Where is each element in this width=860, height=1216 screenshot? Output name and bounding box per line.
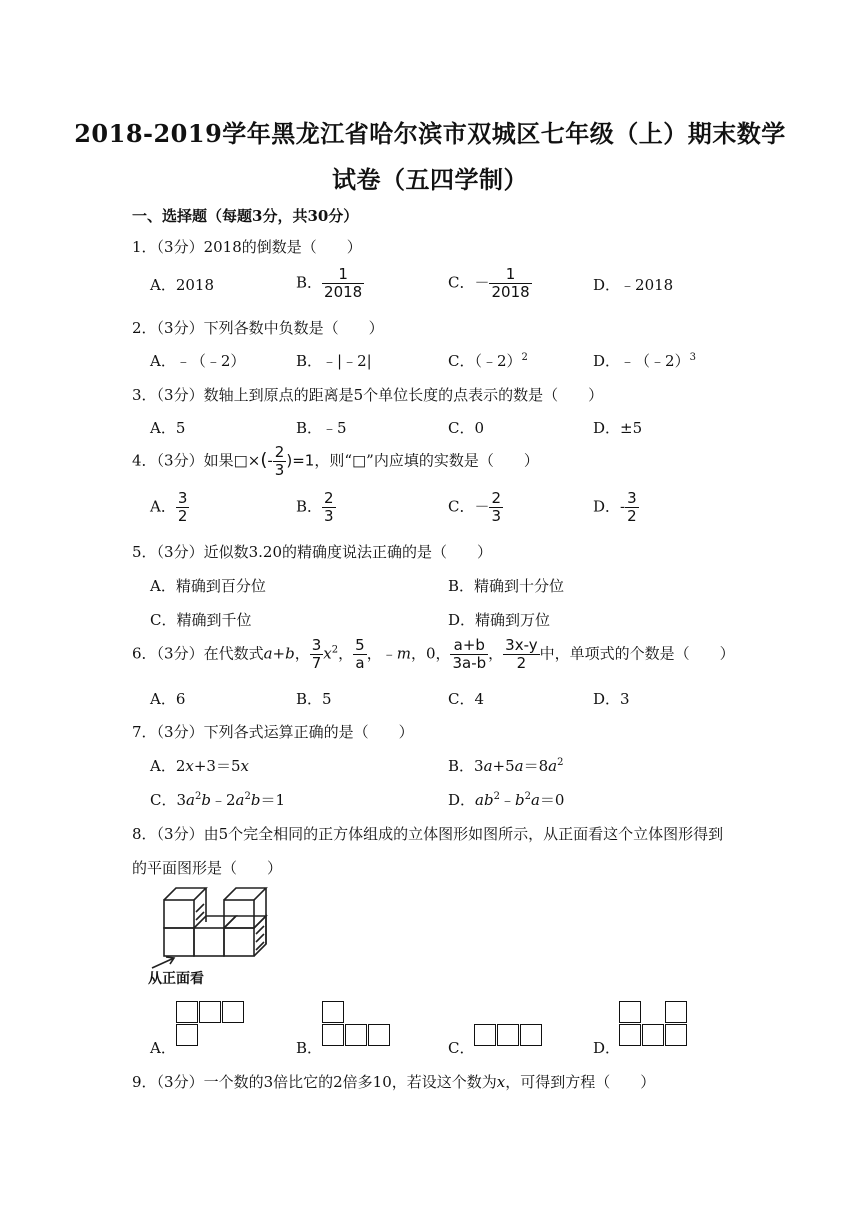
question-1: 1．（3分）2018的倒数是（ ）	[132, 238, 362, 256]
fraction: $\frac{2}{3}$	[324, 489, 334, 525]
q2-option-a: A．﹣（﹣2）	[150, 352, 246, 370]
q7-option-a: A．2x+3＝5x	[150, 757, 249, 775]
question-8-line1: 8．（3分）由5个完全相同的正方体组成的立体图形如图所示，从正面看这个立体图形得到	[132, 825, 724, 843]
q8-option-d: D．	[593, 1039, 621, 1057]
fraction: $\frac{a+b}{3a-b}$	[452, 636, 487, 672]
q1-option-d: D．﹣2018	[593, 276, 674, 294]
q6-option-c: C．4	[448, 690, 485, 708]
q1-option-a: A．2018	[150, 276, 215, 294]
q2-option-d: D．﹣（﹣2）$^3$	[593, 352, 696, 370]
q2-option-c: C．（﹣2）$^2$	[448, 352, 528, 370]
fraction: $\frac{1}{2018}$	[491, 265, 530, 301]
q7-option-d: D．$ab^2﹣b^2a=0$	[448, 791, 565, 809]
q3-option-b: B．﹣5	[296, 419, 347, 437]
question-8-line2: 的平面图形是（ ）	[132, 859, 283, 877]
q3-option-d: D．±5	[593, 419, 643, 437]
exam-title-line2: 试卷（五四学制）	[332, 165, 528, 194]
question-3: 3．（3分）数轴上到原点的距离是5个单位长度的点表示的数是（ ）	[132, 386, 604, 404]
question-7: 7．（3分）下列各式运算正确的是（ ）	[132, 723, 414, 741]
fraction: $\frac{3}{7}$	[311, 636, 322, 672]
q5-option-c: C．精确到千位	[150, 611, 252, 629]
q6-option-a: A．6	[150, 690, 186, 708]
fraction: $\frac{3x-y}{2}$	[505, 636, 538, 672]
question-5: 5．（3分）近似数3.20的精确度说法正确的是（ ）	[132, 543, 492, 561]
fraction: $\frac{5}{a}$	[355, 636, 365, 672]
q4-option-d: D．- $\frac{3}{2}$	[593, 489, 637, 525]
q5-option-b: B．精确到十分位	[448, 577, 565, 595]
fraction: $\frac{1}{2018}$	[324, 265, 363, 301]
q4-option-c: C．－ $\frac{2}{3}$	[448, 489, 502, 525]
q2-option-b: B．﹣|﹣2|	[296, 352, 372, 370]
q6-option-d: D．3	[593, 690, 630, 708]
q3-option-c: C．0	[448, 419, 485, 437]
q8-option-a: A．	[150, 1039, 176, 1057]
q4-option-a: A． $\frac{3}{2}$	[150, 489, 188, 525]
q8-option-b: B．	[296, 1039, 323, 1057]
fraction: $\frac{2}{3}$	[274, 443, 285, 479]
view-caption: 从正面看	[148, 971, 204, 987]
q4-option-b: B． $\frac{2}{3}$	[296, 489, 334, 525]
q3-option-a: A．5	[150, 419, 186, 437]
q8-option-c: C．	[448, 1039, 475, 1057]
q6-option-b: B．5	[296, 690, 332, 708]
fraction: $\frac{3}{2}$	[177, 489, 188, 525]
q1-option-c: C．－ $\frac{1}{2018}$	[448, 265, 530, 301]
q5-option-a: A．精确到百分位	[150, 577, 266, 595]
q7-option-b: B．$3a+5a=8a^2$	[448, 757, 564, 775]
fraction: $\frac{3}{2}$	[627, 489, 637, 525]
question-9: 9．（3分）一个数的3倍比它的2倍多10，若设这个数为x，可得到方程（ ）	[132, 1073, 656, 1091]
q1-option-b: B． $\frac{1}{2018}$	[296, 265, 363, 301]
section-heading: 一、选择题（每题3分，共30分）	[132, 207, 359, 225]
question-2: 2．（3分）下列各数中负数是（ ）	[132, 319, 384, 337]
question-4: 4．（3分）如果□×(- $\frac{2}{3}$ )=1，则“□”内应填的实数是（ ）	[132, 443, 539, 479]
exam-title-line1: 2018-2019学年黑龙江省哈尔滨市双城区七年级（上）期末数学	[74, 119, 786, 148]
cube-figure	[140, 882, 280, 972]
fraction: $\frac{2}{3}$	[491, 489, 502, 525]
q7-option-c: C．$3a^2b﹣2a^2b=1$	[150, 791, 285, 809]
question-6: 6．（3分）在代数式a+b， $\frac{3}{7}$ $x^2$， $\frac{5}{a}$ ，﹣m，0， $\frac{a+b}{3a-b}$ ， $\frac{3x-y}{2}$ 中，单项式的个数是（ ）	[132, 636, 735, 672]
q5-option-d: D．精确到万位	[448, 611, 551, 629]
